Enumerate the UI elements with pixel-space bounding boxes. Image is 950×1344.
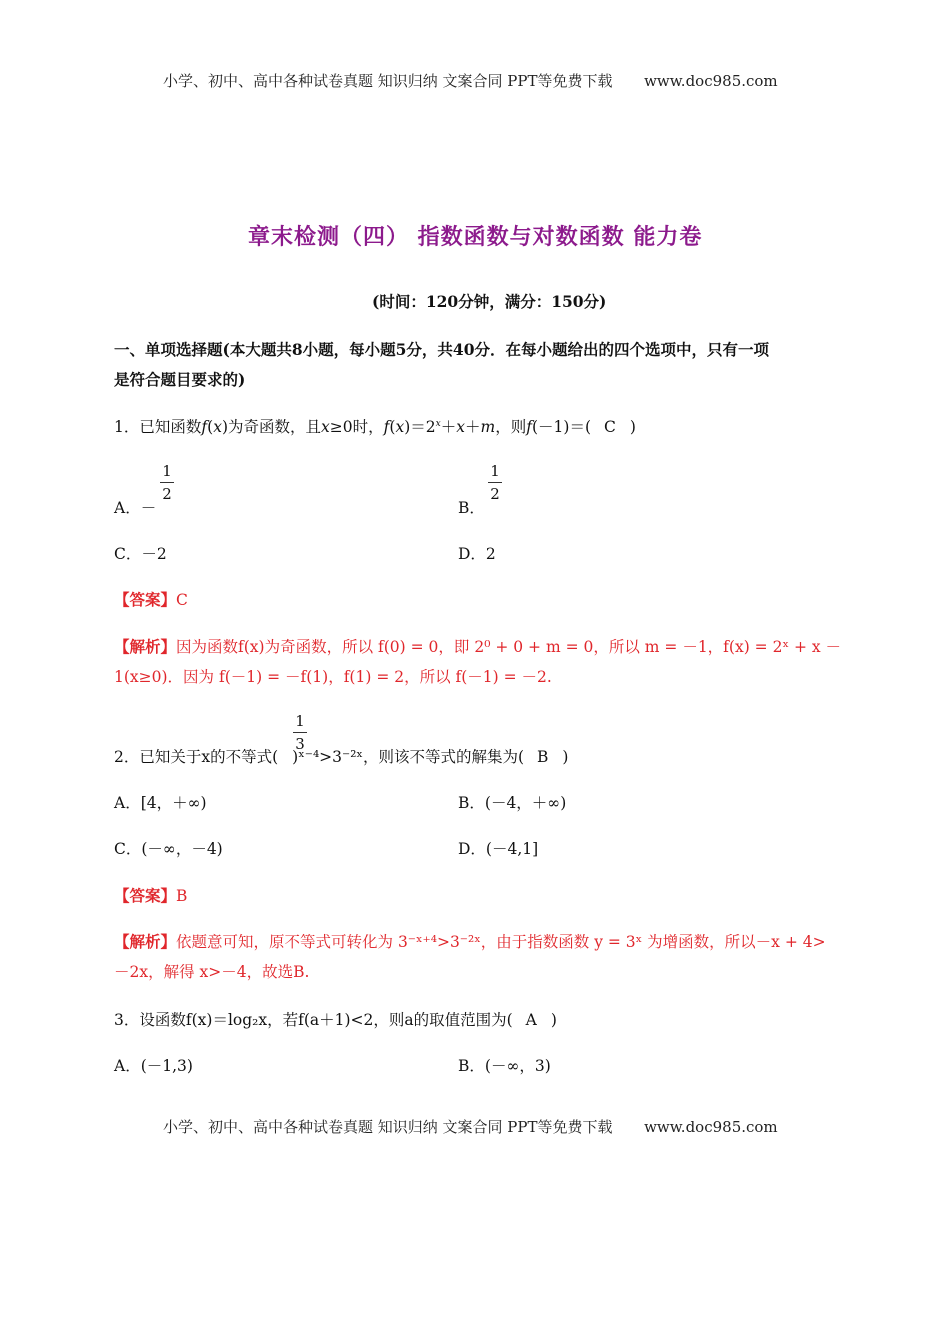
q2-explanation-line1: 【解析】依题意可知，原不等式可转化为 3⁻ˣ⁺⁴>3⁻²ˣ，由于指数函数 y = 3ˣ 为增函数，所以－x + 4>	[114, 932, 826, 951]
q3-option-a: A．(－1,3)	[114, 1057, 193, 1075]
q1-answer-block: 【答案】C	[114, 590, 188, 609]
footer-url: www.doc985.com	[644, 1118, 778, 1136]
q3-answer: A	[525, 1011, 537, 1029]
q1-option-d: D．2	[458, 545, 496, 563]
q3-option-b: B．(－∞，3)	[458, 1057, 551, 1075]
page-footer	[163, 1116, 778, 1137]
q2-option-d: D．(－4,1]	[458, 840, 539, 858]
q2-answer-block: 【答案】B	[114, 886, 188, 905]
q1-option-a-fraction: 1 2	[160, 462, 174, 503]
q1-option-a: A．－	[114, 499, 157, 517]
section-heading-line1: 一、单项选择题(本大题共8小题，每小题5分，共40分．在每小题给出的四个选项中，只有一项	[114, 340, 769, 359]
q1-option-b-fraction: 1 2	[488, 462, 502, 503]
q2-fraction: 1 3	[293, 712, 307, 753]
subtitle: (时间：120分钟，满分：150分)	[372, 292, 607, 311]
q2-answer: B	[536, 748, 549, 766]
footer-text: 小学、初中、高中各种试卷真题 知识归纳 文案合同 PPT等免费下载	[163, 1118, 613, 1136]
q1-explanation-line1: 【解析】因为函数f(x)为奇函数，所以 f(0) = 0，即 2⁰ + 0 + m = 0，所以 m = －1，f(x) = 2ˣ + x －	[114, 637, 842, 656]
q1-option-b: B．	[458, 499, 485, 517]
q1-option-c: C．－2	[114, 545, 167, 563]
q1-explanation-line2: 1(x≥0)．因为 f(－1) = －f(1)，f(1) = 2，所以 f(－1) = －2.	[114, 668, 552, 686]
q2-option-c: C．(－∞，－4)	[114, 840, 223, 858]
header-text: 小学、初中、高中各种试卷真题 知识归纳 文案合同 PPT等免费下载	[163, 72, 613, 90]
question-2: 2．已知关于x的不等式( )ˣ⁻⁴>3⁻²ˣ，则该不等式的解集为( B )	[114, 748, 569, 766]
header-url: www.doc985.com	[644, 72, 778, 90]
q2-explanation-line2: －2x，解得 x>－4，故选B.	[114, 963, 310, 981]
question-3: 3．设函数f(x)＝log₂x，若f(a＋1)<2，则a的取值范围为( A )	[114, 1011, 557, 1029]
page-title: 章末检测（四） 指数函数与对数函数 能力卷	[248, 225, 703, 250]
q1-answer: C	[603, 418, 616, 436]
section-heading-line2: 是符合题目要求的)	[114, 370, 246, 389]
q2-option-b: B．(－4，＋∞)	[458, 794, 567, 812]
question-1: 1．已知函数f(x)为奇函数，且x≥0时，$f(x)=2^x+x+m$，则f(－1)＝( C )	[114, 418, 636, 436]
q2-option-a: A．[4，＋∞)	[114, 794, 207, 812]
page-header	[163, 70, 778, 91]
